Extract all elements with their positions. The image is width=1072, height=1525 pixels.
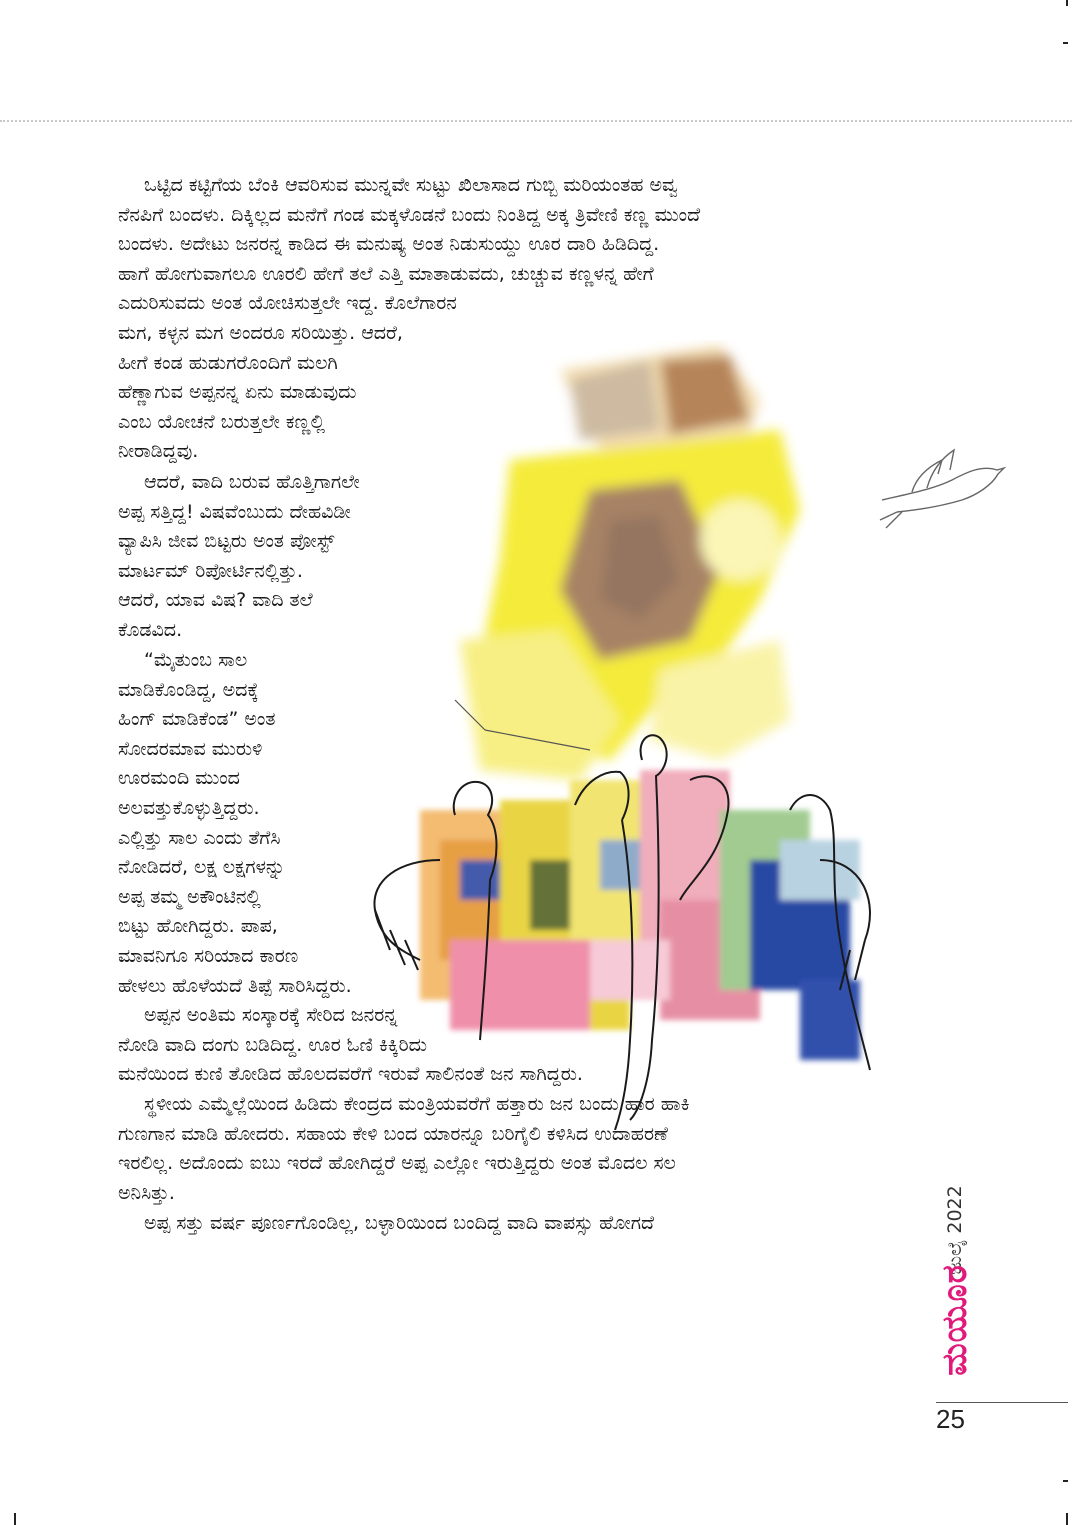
crop-mark [1066,0,1068,6]
issue-date [930,1185,980,1275]
text-line: ಮಗ, ಕಳ್ಳನ ಮಗ ಅಂದರೂ ಸರಿಯಿತ್ತು. ಆದರೆ, [118,321,403,344]
paragraph-block-3 [118,646,352,1001]
text-line: ಅಪ್ಪ ಸತ್ತು ವರ್ಷ ಪೂರ್ಣಗೊಂಡಿಲ್ಲ, ಬಳ್ಳಾರಿಯಿಂದ ಬಂದಿದ್ದ ವಾದಿ ವಾಪಸ್ಸು ಹೋಗದೆ [144,1212,655,1234]
text-line: ಎದುರಿಸುವದು ಅಂತ ಯೋಚಿಸುತ್ತಲೇ ಇದ್ದ. ಕೊಲೆಗಾರನ [118,292,457,315]
text-line: ಹೇಳಲು ಹೊಳೆಯದೆ ತಿಪ್ಪೆ ಸಾರಿಸಿದ್ದರು. [118,974,352,997]
paragraph-block-6 [118,1209,654,1239]
crop-mark [1063,42,1068,44]
text-line: ಮನೆಯಿಂದ ಕುಣಿ ತೋಡಿದ ಹೊಲದವರೆಗೆ ಇರುವೆ ಸಾಲಿನಂತೆ ಜನ ಸಾಗಿದ್ದರು. [118,1063,583,1086]
text-line: ಅಪ್ಪ ಸತ್ತಿದ್ದ! ವಿಷವೆಂಬುದು ದೇಹವಿಡೀ [118,500,351,523]
text-line: ಅಪ್ಪನ ಅಂತಿಮ ಸಂಸ್ಕಾರಕ್ಕೆ ಸೇರಿದ ಜನರನ್ನ [144,1004,398,1026]
magazine-name-text: ಮಯೂರ [935,1264,975,1376]
text-line: ಮಾವನಿಗೂ ಸರಿಯಾದ ಕಾರಣ [118,944,299,967]
text-line: ಊರಮಂದಿ ಮುಂದ [118,767,240,790]
text-line: ಸೋದರಮಾವ ಮುರುಳಿ [118,737,263,760]
paragraph-block-4 [118,1001,583,1090]
paragraph-block-1 [118,171,700,467]
text-line: ಗುಣಗಾನ ಮಾಡಿ ಹೋದರು. ಸಹಾಯ ಕೇಳಿ ಬಂದ ಯಾರನ್ನೂ ಬರಿಗೈಲಿ ಕಳಿಸಿದ ಉದಾಹರಣೆ [118,1122,668,1145]
crop-mark [1066,1513,1068,1525]
text-line: ಎಲ್ಲಿತ್ತು ಸಾಲ ಎಂದು ತೆಗೆಸಿ [118,826,281,849]
text-line: ಬಂದಳು. ಅದೇಟು ಜನರನ್ನ ಕಾಡಿದ ಈ ಮನುಷ್ಯ ಅಂತ ನಿಡುಸುಯ್ದು ಊರ ದಾರಿ ಹಿಡಿದಿದ್ದ. [118,233,660,256]
text-line: ಎಂಬ ಯೋಚನೆ ಬರುತ್ತಲೇ ಕಣ್ಣಲ್ಲಿ [118,410,325,433]
bird-sketch-illustration [872,440,1012,530]
text-line: ಹಾಗೆ ಹೋಗುವಾಗಲೂ ಊರಲಿ ಹೇಗೆ ತಲೆ ಎತ್ತಿ ಮಾತಾಡುವದು, ಚುಚ್ಚುವ ಕಣ್ಣಳನ್ನ ಹೇಗೆ [118,262,654,285]
text-line: ಹೀಗೆ ಕಂಡ ಹುಡುಗರೊಂದಿಗೆ ಮಲಗಿ [118,351,338,374]
crop-mark [14,1513,16,1525]
text-line: ಇರಲಿಲ್ಲ. ಅದೊಂದು ಐಬು ಇರದೆ ಹೋಗಿದ್ದರೆ ಅಪ್ಪ ಎಲ್ಲೋ ಇರುತ್ತಿದ್ದರು ಅಂತ ಮೊದಲ ಸಲ [118,1152,676,1175]
text-line: ಅನಿಸಿತ್ತು. [118,1181,175,1204]
issue-date-text: ಜುಲೈ 2022 [944,1185,966,1275]
text-line: ಒಟ್ಟಿದ ಕಟ್ಟಿಗೆಯ ಬೆಂಕಿ ಆವರಿಸುವ ಮುನ್ನವೇ ಸುಟ್ಟು ಖಿಲಾಸಾದ ಗುಬ್ಬಿ ಮರಿಯಂತಹ ಅವ್ವ [144,174,678,196]
footer-divider [936,1402,1068,1403]
text-line: ಕೊಡವಿದ. [118,618,183,641]
text-line: ನೀರಾಡಿದ್ದವು. [118,440,199,463]
text-line: ನೆನಪಿಗೆ ಬಂದಳು. ದಿಕ್ಕಿಲ್ಲದ ಮನೆಗೆ ಗಂಡ ಮಕ್ಕಳೊಡನೆ ಬಂದು ನಿಂತಿದ್ದ ಅಕ್ಕ ತ್ರಿವೇಣಿ ಕಣ್ಣ ಮುಂದೆ [118,203,701,226]
text-line: ಸ್ಥಳೀಯ ಎಮ್ಮೆಲ್ಲೆಯಿಂದ ಹಿಡಿದು ಕೇಂದ್ರದ ಮಂತ್ರಿಯವರೆಗೆ ಹತ್ತಾರು ಜನ ಬಂದು ಹಾರ ಹಾಕಿ [144,1093,690,1115]
text-line: ಹೆಣ್ಣಾಗುವ ಅಪ್ಪನನ್ನ ಏನು ಮಾಡುವುದು [118,381,357,404]
text-line: ಆದರೆ, ವಾದಿ ಬರುವ ಹೊತ್ತಿಗಾಗಲೇ [144,471,360,493]
text-line: ಅಲವತ್ತುಕೊಳ್ಳುತ್ತಿದ್ದರು. [118,796,260,819]
text-line: ಮಾರ್ಟಮ್ ರಿಪೋರ್ಟಿನಲ್ಲಿತ್ತು. [118,559,303,582]
text-line: ಆದರೆ, ಯಾವ ವಿಷ? ವಾದಿ ತಲೆ [118,589,313,612]
crop-mark [1063,1480,1068,1482]
text-line: “ಮೈತುಂಬ ಸಾಲ [144,649,248,671]
header-divider [0,120,1072,122]
magazine-name [930,1255,980,1385]
text-line: ಅಪ್ಪ ತಮ್ಮ ಅಕೌಂಟಿನಲ್ಲಿ [118,885,261,908]
paragraph-block-5 [118,1090,690,1208]
text-line: ನೋಡಿ ವಾದಿ ದಂಗು ಬಡಿದಿದ್ದ. ಊರ ಓಣಿ ಕಿಕ್ಕಿರಿದು [118,1033,427,1056]
text-line: ಹಿಂಗ್ ಮಾಡಿಕೆಂಡ” ಅಂತ [118,708,276,731]
text-line: ಬಿಟ್ಟು ಹೋಗಿದ್ದರು. ಪಾಪ, [118,915,278,938]
text-line: ಮಾಡಿಕೊಂಡಿದ್ದ, ಅದಕ್ಕೆ [118,678,259,701]
page-number: 25 [936,1404,965,1434]
paragraph-block-2 [118,468,360,646]
text-line: ವ್ಯಾಪಿಸಿ ಜೀವ ಬಿಟ್ಟರು ಅಂತ ಪೋಸ್ಟ್ [118,530,335,553]
text-line: ನೋಡಿದರೆ, ಲಕ್ಷ ಲಕ್ಷಗಳನ್ನು [118,856,286,879]
